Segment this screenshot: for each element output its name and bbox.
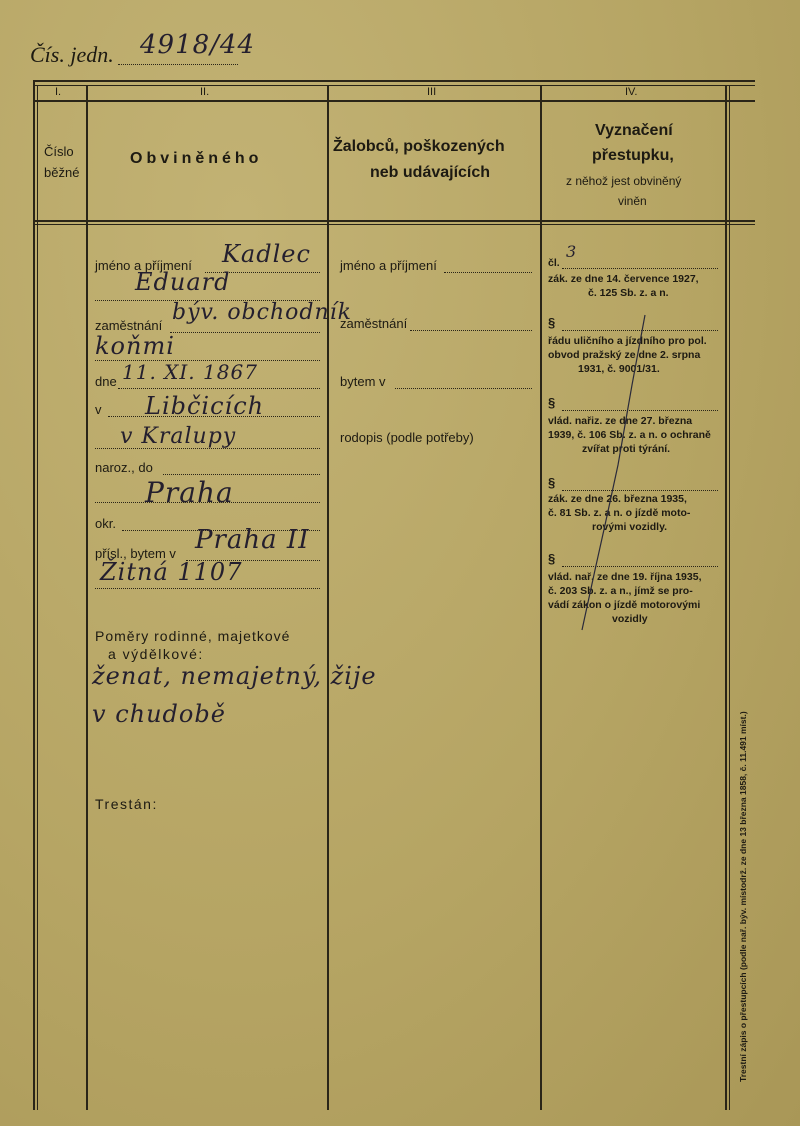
col4-title-line1: Vyznačení <box>595 122 673 139</box>
col4-title-line2: přestupku, <box>592 147 674 164</box>
defendant-belongs-label: přísl., bytem v <box>95 546 176 561</box>
offense-reg1-line3: 1931, č. 9001/31. <box>578 363 660 375</box>
offense-reg4-line2: č. 203 Sb. z. a n., jímž se pro- <box>548 585 693 597</box>
offense-reg3-line1: zák. ze dne 26. března 1935, <box>548 493 687 505</box>
side-note: Trestní zápis o přestupcích (podle nař. býv. místodrž. ze dne 13 března 1858, č. 11.491 míst.) <box>738 711 748 1082</box>
col3-title-line2: neb udávajících <box>370 164 491 181</box>
defendant-in-label: v <box>95 402 102 417</box>
defendant-occupation-label: zaměstnání <box>95 318 163 333</box>
cis-jedn-label: Čís. jedn. <box>30 42 114 67</box>
strike-through-line <box>540 225 725 645</box>
roman-3: III <box>427 86 437 98</box>
col-divider-2 <box>327 85 329 1110</box>
offense-law1-line2: č. 125 Sb. z. a n. <box>588 287 669 299</box>
roman-row-bottom-line <box>33 100 755 102</box>
defendant-circumstances-value-1: ženat, nemajetný, žije <box>92 662 377 690</box>
col4-title-line4: viněn <box>618 194 647 208</box>
defendant-occupation-value-2: koňmi <box>95 332 175 360</box>
defendant-name-label: jméno a příjmení <box>95 258 192 273</box>
offense-reg2-line3: zvířat proti týrání. <box>582 443 671 455</box>
plaintiff-residence-label: bytem v <box>340 374 386 389</box>
col3-title-line1: Žalobců, poškozených <box>333 138 505 155</box>
defendant-circumstances-label-2: a výdělkové: <box>108 646 204 662</box>
defendant-born-label: naroz., do <box>95 460 153 475</box>
defendant-occupation-value-1: býv. obchodník <box>172 300 352 325</box>
table-right-line <box>725 85 727 1110</box>
plaintiff-bio-label: rodopis (podle potřeby) <box>340 430 474 445</box>
offense-reg3-line3: rovými vozidly. <box>592 521 668 533</box>
offense-reg1-line2: obvod pražský ze dne 2. srpna <box>548 349 701 361</box>
defendant-in-value-1: Libčicích <box>145 392 265 420</box>
table-left-line <box>33 80 35 1110</box>
defendant-district-label: okr. <box>95 516 116 531</box>
header-bottom-line <box>33 220 755 222</box>
offense-reg4-line3: vádí zákon o jízdě motorovými <box>548 599 701 611</box>
cis-jedn-line <box>118 64 238 65</box>
plaintiff-occupation-label: zaměstnání <box>340 316 408 331</box>
col4-title-line3: z něhož jest obviněný <box>566 174 682 188</box>
col-divider-1 <box>86 85 88 1110</box>
defendant-date-label: dne <box>95 374 117 389</box>
offense-para4-symbol: § <box>548 551 556 566</box>
defendant-punished-label: Trestán: <box>95 796 158 812</box>
roman-1: I. <box>55 86 62 98</box>
offense-reg2-line2: 1939, č. 106 Sb. z. a n. o ochraně <box>548 429 711 441</box>
table-top-line <box>33 80 755 82</box>
defendant-belongs-value-1: Praha II <box>195 525 310 555</box>
col1-title-line2: běžné <box>44 165 80 180</box>
offense-reg4-line1: vlád. nař. ze dne 19. října 1935, <box>548 571 702 583</box>
offense-cl-value: 3 <box>566 242 578 261</box>
offense-reg1-line1: řádu uličního a jízdního pro pol. <box>548 335 707 347</box>
defendant-name-value-1: Kadlec <box>222 240 311 268</box>
offense-para3-symbol: § <box>548 475 556 490</box>
defendant-born-value: Praha <box>145 476 234 509</box>
defendant-circumstances-value-2: v chudobě <box>92 700 226 728</box>
offense-para2-symbol: § <box>548 395 556 410</box>
defendant-name-value-2: Eduard <box>135 268 231 296</box>
col2-title: Obviněného <box>130 150 263 167</box>
defendant-date-value: 11. XI. 1867 <box>122 360 258 384</box>
cis-jedn-value: 4918/44 <box>140 30 256 60</box>
roman-4: IV. <box>625 86 638 98</box>
plaintiff-name-label: jméno a příjmení <box>340 258 437 273</box>
col1-title-line1: Číslo <box>44 144 74 159</box>
offense-cl-label: čl. <box>548 257 560 269</box>
roman-2: II. <box>200 86 210 98</box>
offense-reg4-line4: vozidly <box>612 613 648 625</box>
offense-reg2-line1: vlád. nařiz. ze dne 27. března <box>548 415 693 427</box>
defendant-circumstances-label-1: Poměry rodinné, majetkové <box>95 628 291 644</box>
offense-law1-line1: zák. ze dne 14. července 1927, <box>548 273 699 285</box>
offense-reg3-line2: č. 81 Sb. z. a n. o jízdě moto- <box>548 507 691 519</box>
defendant-belongs-value-2: Žitná 1107 <box>100 558 243 586</box>
defendant-in-value-2: v Kralupy <box>120 424 237 449</box>
offense-para1-symbol: § <box>548 315 556 330</box>
